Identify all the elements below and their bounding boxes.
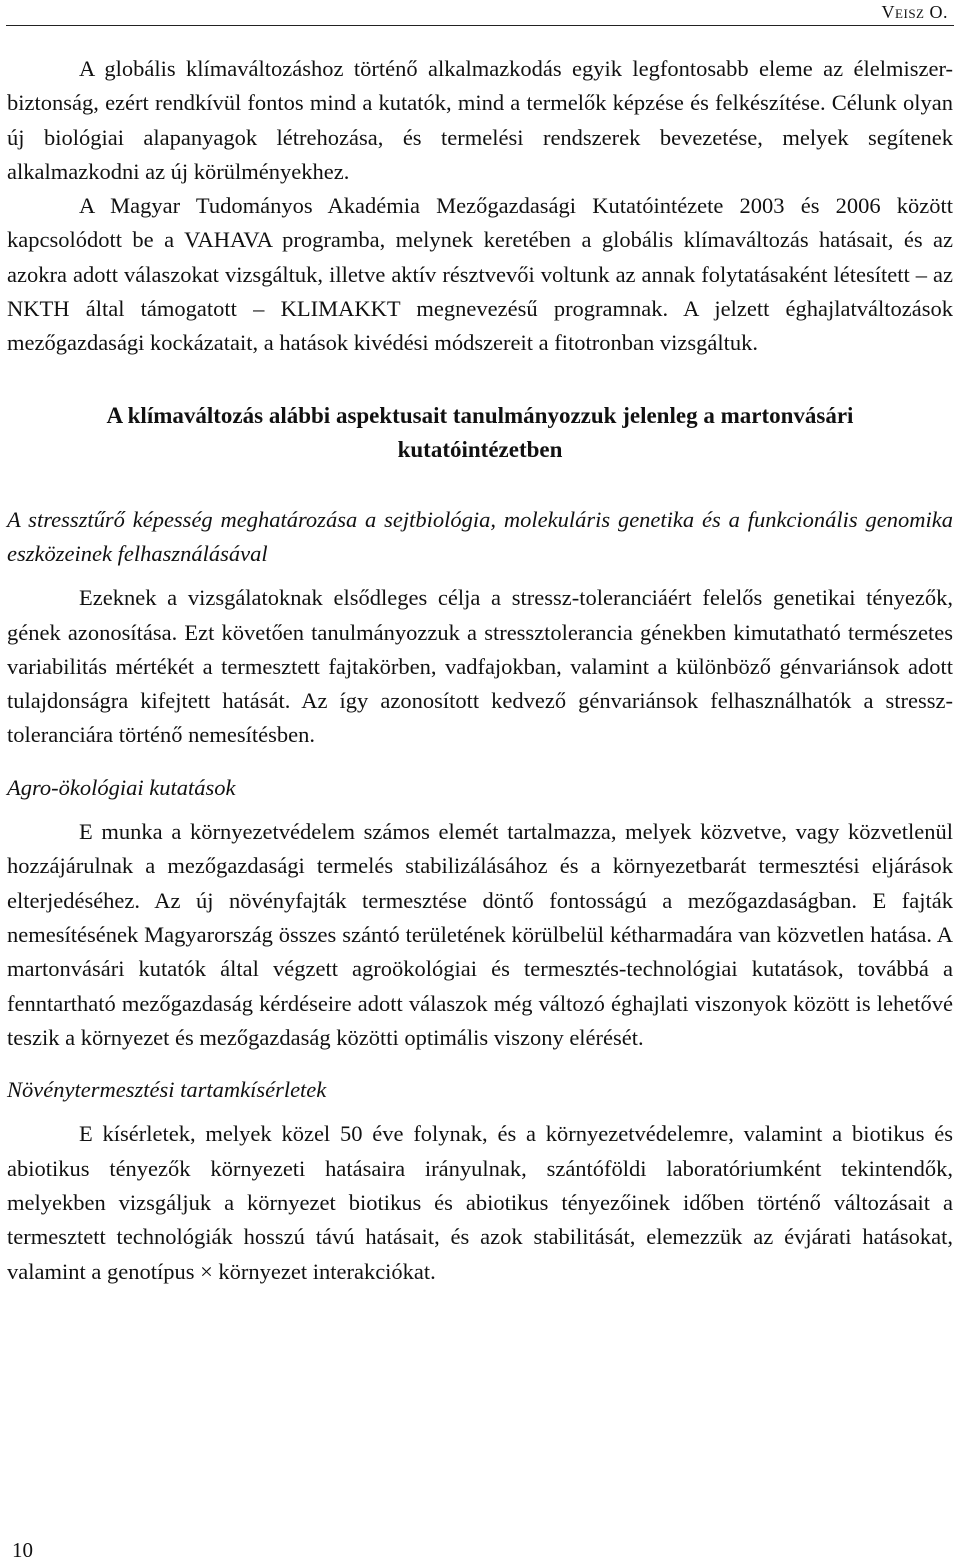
section-title: A klímaváltozás alábbi aspektusait tanulmányozzuk jelenleg a martonvásári kutatóintézetben — [106, 402, 854, 462]
header-rule — [6, 25, 954, 26]
page-number: 10 — [12, 1538, 33, 1562]
intro-paragraph-2: A Magyar Tudományos Akadémia Mezőgazdasági Kutatóintézete 2003 és 2006 között kapcsolódott be a VAHAVA programba, melynek keretében a globális klímaváltozás hatásait, és az azokra adott válaszokat vizsgáltuk, illetve aktív résztvevői voltunk az annak folytatásaként létesített – az NKTH által támogatott – KLIMAKKT megnevezésű programnak. A jelzett éghajlatváltozások mezőgazdasági kockázatait, a hatások kivédési módszereit a fitotronban vizsgáltuk. — [7, 193, 953, 356]
page-body — [7, 52, 953, 1289]
subsection-heading-agroecology: Agro-ökológiai kutatások — [7, 774, 236, 800]
intro-paragraph-1: A globális klímaváltozáshoz történő alkalmazkodás egyik legfontosabb eleme az élelmiszer-biztonság, ezért rendkívül fontos mind a kutatók, mind a termelők képzése és felkészítése. Célunk olyan új biológiai alapanyagok létrehozása, és termelési rendszerek bevezetése, melyek segítenek alkalmazkodni az új körülményekhez. — [7, 56, 953, 184]
subsection-heading-long-term-experiments: Növénytermesztési tartamkísérletek — [7, 1077, 327, 1103]
running-head: Veisz O. — [881, 2, 948, 22]
subsection-body-long-term-experiments: E kísérletek, melyek közel 50 éve folynak, és a környezetvédelemre, valamint a biotikus és abiotikus tényezők környezeti hatásaira irányulnak, szántóföldi laboratóriumként tekintendők, melyekben vizsgáljuk a környezet biotikus és abiotikus tényezőinek időben történő változásait a termesztett technológiák hosszú távú hatásait, és azok stabilitását, elemezzük az évjárati hatásokat, valamint a genotípus × környezet interakciókat. — [7, 1121, 953, 1284]
subsection-body-agroecology: E munka a környezetvédelem számos elemét tartalmazza, melyek közvetve, vagy közvetlenül hozzájárulnak a mezőgazdasági termelés stabilizálásához és a környezetbarát termesztési eljárások elterjedéséhez. Az új növényfajták termesztése döntő fontosságú a mezőgazdaságban. E fajták nemesítésének Magyarország összes szántó területének körülbelül kétharmadára van közvetlen hatása. A martonvásári kutatók által végzett agroökológiai és termesztés-technológiai kutatások, továbbá a fenntartható mezőgazdaság kérdéseire adott válaszok még változó éghajlati viszonyok között is lehetővé teszik a környezet és mezőgazdaság közötti optimális viszony elérését. — [7, 819, 953, 1050]
subsection-heading-stress-tolerance: A stressztűrő képesség meghatározása a sejtbiológia, molekuláris genetika és a funkcionális genomika eszközeinek felhasználásával — [7, 506, 953, 566]
subsection-body-stress-tolerance: Ezeknek a vizsgálatoknak elsődleges célja a stressz-toleranciáért felelős genetikai tényezők, gének azonosítása. Ezt követően tanulmányozzuk a stressztolerancia génekben kimutatható természetes variabilitás mértékét a termesztett fajtakörben, vadfajokban, valamint a különböző génvariánsok adott tulajdonságra kifejtett hatását. Az így azonosított kedvező génvariánsok felhasználhatók a stressz-toleranciára történő nemesítésben. — [7, 585, 953, 748]
